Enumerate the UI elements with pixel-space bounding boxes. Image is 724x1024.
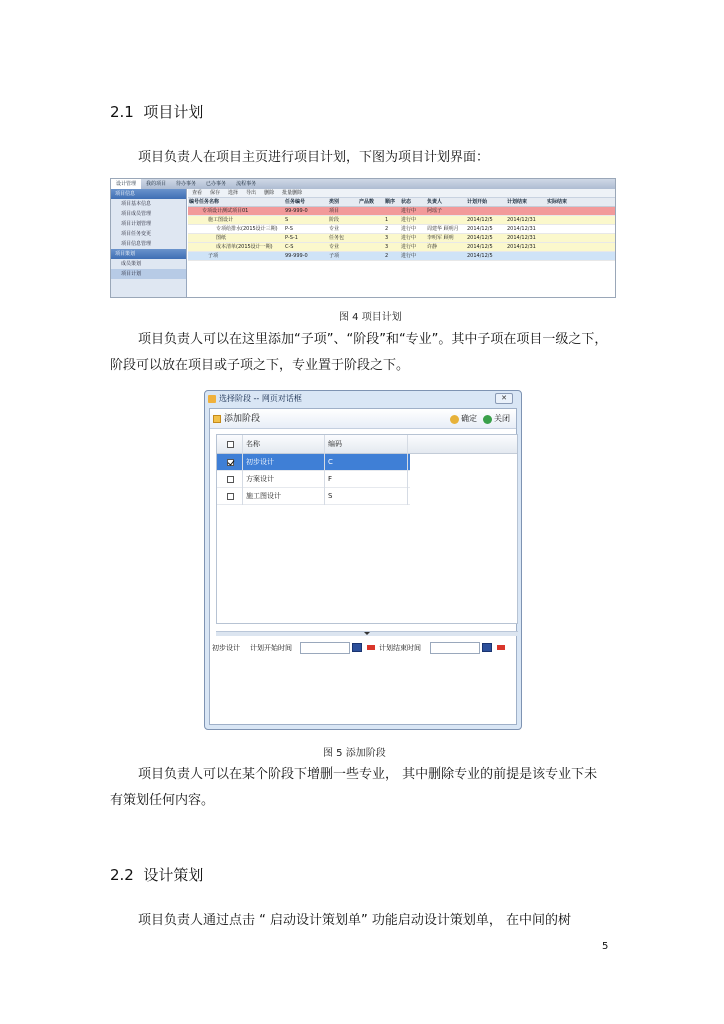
close-circle-icon	[483, 415, 492, 424]
table-cell: 99-999-0	[285, 253, 308, 259]
column-header-name: 名称	[243, 435, 325, 454]
stage-name: 方案设计	[243, 471, 325, 488]
table-cell: 周建华 顾明月	[427, 226, 459, 232]
add-stage-dialog	[204, 390, 522, 730]
table-cell	[358, 216, 384, 225]
column-header: 编号	[189, 199, 200, 205]
table-cell	[506, 207, 546, 216]
top-tab[interactable]: 流程事务	[236, 181, 257, 187]
sidebar-item[interactable]: 项目计划	[111, 269, 186, 279]
end-time-input[interactable]	[430, 642, 480, 654]
plan-table-header	[188, 198, 615, 207]
stage-name: 初步设计	[243, 454, 325, 471]
table-cell	[426, 252, 466, 261]
chevron-down-icon[interactable]	[364, 632, 370, 635]
section2-intro: 项目负责人通过点击 “ 启动设计策划单” 功能启动设计策划单， 在中间的树	[138, 913, 571, 928]
confirm-label: 确定	[461, 414, 477, 423]
table-cell: 1	[385, 217, 389, 223]
stage-row[interactable]	[217, 471, 410, 488]
section-heading-2-2	[110, 864, 203, 885]
plan-table-row[interactable]	[188, 243, 615, 252]
table-cell: 任务包	[329, 235, 345, 241]
table-cell: 成本清单(2015设计一期)	[216, 244, 273, 250]
column-header: 顺序	[385, 199, 396, 205]
table-cell: 阶段	[329, 217, 340, 223]
table-cell	[358, 234, 384, 243]
table-cell: 进行中	[401, 217, 417, 223]
table-cell	[506, 252, 546, 261]
sidebar-item[interactable]: 项目信息管理	[121, 241, 152, 247]
checkbox-cell[interactable]	[217, 488, 243, 505]
figure4-caption: 图 4 项目计划	[339, 312, 402, 323]
row-checkbox[interactable]	[227, 493, 234, 500]
dialog-buttons	[450, 409, 510, 429]
toolbar-title: 添加阶段	[224, 414, 261, 424]
table-cell	[546, 234, 576, 243]
table-cell: 进行中	[401, 253, 417, 259]
toolbar-button[interactable]: 选择	[228, 190, 239, 196]
grid-header	[217, 435, 517, 454]
table-cell	[188, 216, 198, 225]
toolbar-button[interactable]: 导出	[246, 190, 257, 196]
table-cell: 子项	[329, 253, 340, 259]
grid-body	[217, 454, 517, 505]
stage-label: 初步设计	[212, 644, 240, 652]
column-header: 类别	[329, 199, 340, 205]
dialog-title: 选择阶段 -- 网页对话框	[219, 394, 302, 403]
table-cell	[546, 216, 576, 225]
dialog-titlebar	[205, 391, 521, 407]
table-cell	[466, 207, 506, 216]
plan-table-row[interactable]	[188, 234, 615, 243]
table-cell	[546, 252, 576, 261]
table-cell: 2014/12/5	[467, 235, 493, 241]
table-cell	[188, 225, 198, 234]
table-cell	[358, 225, 384, 234]
table-cell: 2014/12/5	[467, 226, 493, 232]
table-cell: 施工图设计	[208, 217, 234, 223]
table-cell: 3	[385, 235, 389, 241]
stage-code: F	[325, 471, 408, 488]
row-checkbox[interactable]	[227, 459, 234, 466]
table-cell	[384, 207, 400, 216]
page-number: 5	[602, 941, 609, 952]
table-cell: 进行中	[401, 235, 417, 241]
sidebar-item[interactable]: 成员策划	[121, 261, 142, 267]
checkbox-cell[interactable]	[217, 454, 243, 471]
table-cell	[546, 207, 576, 216]
table-cell: 进行中	[401, 208, 417, 214]
table-cell: 专项给排水(2015设计三期)	[216, 226, 278, 232]
window-icon	[208, 395, 216, 403]
table-cell: 进行中	[401, 244, 417, 250]
table-cell: 2014/12/31	[507, 217, 536, 223]
table-cell	[188, 234, 198, 243]
table-cell: P-S	[285, 226, 293, 232]
column-header-code: 编码	[325, 435, 408, 454]
toolbar-button[interactable]: 删除	[264, 190, 275, 196]
plan-toolbar	[188, 189, 615, 198]
sidebar-item[interactable]: 项目任务变更	[121, 231, 152, 237]
end-time-label: 计划结束时间	[379, 644, 421, 652]
top-tabs	[111, 179, 615, 189]
column-header: 任务编号	[285, 199, 306, 205]
table-cell	[358, 252, 384, 261]
splitter[interactable]	[216, 631, 518, 636]
calendar-icon[interactable]	[352, 643, 362, 652]
table-cell	[546, 225, 576, 234]
section-title: 项目计划	[143, 103, 204, 121]
confirm-icon	[450, 415, 459, 424]
table-cell: 项目	[329, 208, 340, 214]
table-cell: P-S-1	[285, 235, 298, 241]
close-button[interactable]	[483, 409, 510, 429]
top-tab[interactable]: 设计管理	[111, 179, 141, 189]
stage-code: C	[325, 454, 408, 471]
row-checkbox[interactable]	[227, 476, 234, 483]
table-cell: 2014/12/5	[467, 244, 493, 250]
clear-icon[interactable]	[367, 645, 375, 650]
plan-table-row[interactable]	[188, 216, 615, 225]
checkbox-cell[interactable]	[217, 471, 243, 488]
section-intro: 项目负责人在项目主页进行项目计划，下图为项目计划界面：	[138, 150, 490, 165]
table-cell: 图纸	[216, 235, 227, 241]
sidebar-item[interactable]: 项目成员管理	[121, 211, 152, 217]
plan-table-row[interactable]	[188, 252, 615, 261]
table-cell: 阿瑶子	[427, 208, 443, 214]
table-cell: 专项设计测试项目01	[202, 208, 249, 214]
table-cell: 2014/12/31	[507, 226, 536, 232]
table-cell	[188, 243, 198, 252]
toolbar-button[interactable]: 批量删除	[282, 190, 303, 196]
confirm-button[interactable]	[450, 409, 477, 429]
toolbar-button[interactable]: 保存	[210, 190, 221, 196]
column-header: 任务名称	[199, 199, 220, 205]
column-header: 计划开始	[467, 199, 488, 205]
table-cell: 2	[385, 253, 389, 259]
schedule-form	[212, 641, 518, 655]
table-cell: 进行中	[401, 226, 417, 232]
project-plan-screenshot	[110, 178, 616, 298]
close-icon[interactable]: ✕	[495, 393, 513, 404]
table-cell: 2014/12/5	[467, 217, 493, 223]
section-number: 2.2	[110, 866, 134, 884]
folder-icon	[213, 415, 221, 423]
dialog-body	[209, 408, 517, 725]
calendar-icon[interactable]	[482, 643, 492, 652]
figure5-caption: 图 5 添加阶段	[323, 748, 386, 759]
table-cell: 2014/12/5	[467, 253, 493, 259]
section-title: 设计策划	[143, 866, 204, 884]
table-cell: C-S	[285, 244, 294, 250]
section-number: 2.1	[110, 103, 134, 121]
toolbar-button[interactable]: 查看	[192, 190, 203, 196]
stage-code: S	[325, 488, 408, 505]
column-header: 负责人	[427, 199, 443, 205]
column-header: 产品数	[359, 199, 375, 205]
table-cell: 专业	[329, 244, 340, 250]
column-header: 状态	[401, 199, 412, 205]
stage-name: 施工图设计	[243, 488, 325, 505]
table-cell	[426, 216, 466, 225]
sidebar-group[interactable]: 项目信息	[111, 189, 186, 199]
stage-row[interactable]	[217, 488, 410, 505]
column-header: 计划结束	[507, 199, 528, 205]
plan-table-row[interactable]	[188, 207, 615, 216]
table-cell: 2014/12/31	[507, 235, 536, 241]
plan-main	[188, 189, 615, 297]
table-cell: 子项	[208, 253, 219, 259]
table-cell: 2	[385, 226, 389, 232]
table-cell	[188, 252, 198, 261]
start-time-label: 计划开始时间	[250, 644, 292, 652]
table-cell: 许静	[427, 244, 438, 250]
stage-row[interactable]	[217, 454, 410, 471]
table-cell: 2014/12/31	[507, 244, 536, 250]
table-cell	[188, 207, 198, 216]
table-cell	[358, 207, 384, 216]
column-header: 实际结束	[547, 199, 568, 205]
table-cell: S	[285, 217, 289, 223]
start-time-input[interactable]	[300, 642, 350, 654]
top-tab[interactable]: 已办事务	[206, 181, 227, 187]
table-cell: 99-999-0	[285, 208, 308, 214]
table-cell	[358, 243, 384, 252]
section-heading-2-1	[110, 101, 203, 122]
select-all-cell[interactable]	[217, 435, 243, 454]
table-cell	[546, 243, 576, 252]
top-tab[interactable]: 待办事务	[176, 181, 197, 187]
plan-table-row[interactable]	[188, 225, 615, 234]
table-cell: 专业	[329, 226, 340, 232]
sidebar-group[interactable]: 项目策划	[111, 249, 186, 259]
sidebar-item[interactable]: 项目基本信息	[121, 201, 152, 207]
table-cell: 3	[385, 244, 389, 250]
stage-grid	[216, 434, 518, 624]
top-tab[interactable]: 我的项目	[146, 181, 167, 187]
table-cell: 李明军 顾明	[427, 235, 454, 241]
select-all-checkbox[interactable]	[227, 441, 234, 448]
clear-icon[interactable]	[497, 645, 505, 650]
dialog-toolbar	[210, 409, 516, 429]
close-label: 关闭	[494, 414, 510, 423]
plan-sidebar	[111, 189, 187, 297]
plan-table-body	[188, 207, 615, 261]
sidebar-item[interactable]: 项目计划管理	[121, 221, 152, 227]
paragraph-2: 项目负责人可以在某个阶段下增删一些专业， 其中删除专业的前提是该专业下未有策划任何内容。	[110, 767, 598, 808]
paragraph-1: 项目负责人可以在这里添加“子项”、“阶段”和“专业”。其中子项在项目一级之下，阶段可以放在项目或子项之下，专业置于阶段之下。	[110, 332, 608, 373]
